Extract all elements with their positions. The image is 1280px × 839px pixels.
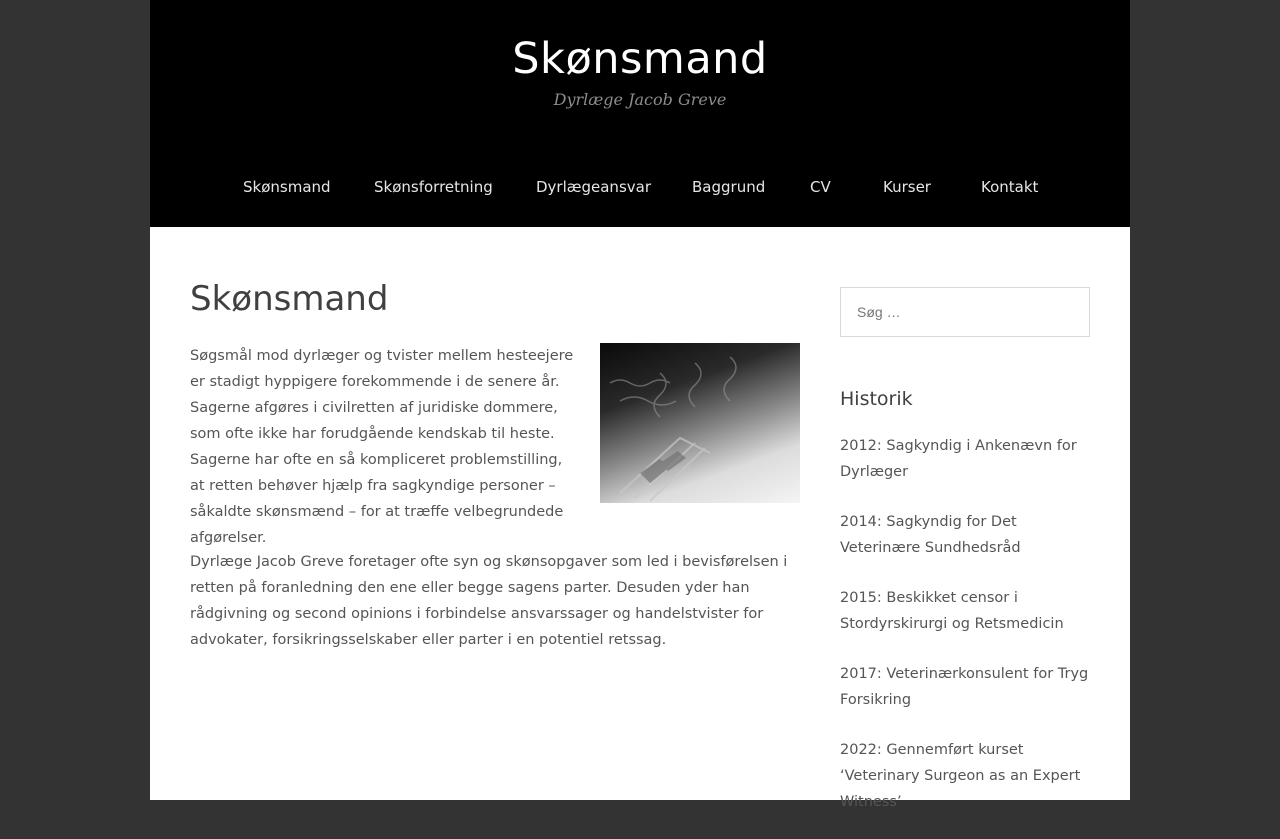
search-input[interactable] xyxy=(840,287,1090,337)
history-link[interactable]: 2012: Sagkyndig i Ankenævn for Dyrlæger xyxy=(840,438,1077,480)
site-header xyxy=(150,0,1130,227)
history-link[interactable]: 2014: Sagkyndig for Det Veterinære Sundhedsråd xyxy=(840,514,1021,556)
main-navigation xyxy=(150,172,1130,202)
nav-item-skonsmand[interactable]: Skønsmand xyxy=(243,178,331,196)
nav-item-kurser[interactable]: Kurser xyxy=(883,178,931,196)
nav-item-baggrund[interactable]: Baggrund xyxy=(692,178,766,196)
nav-item-skonsforretning[interactable]: Skønsforretning xyxy=(374,178,493,196)
nav-item-cv[interactable]: CV xyxy=(810,178,831,196)
nav-item-kontakt[interactable]: Kontakt xyxy=(981,178,1039,196)
xray-illustration xyxy=(600,343,800,503)
page-container xyxy=(150,0,1130,810)
intro-paragraph: Søgsmål mod dyrlæger og tvister mellem hesteejere er stadigt hyppigere forekommende i de senere år. Sagerne afgøres i civilretten af juridiske dommere, som ofte ikke har forudgående kendskab til heste. Sagerne har ofte en så kompliceret problemstilling, at retten behøver hjælp fra sagkyndige personer – såkaldte skønsmænd – for at træffe velbegrundede afgørelser. xyxy=(190,348,574,546)
site-title[interactable]: Skønsmand xyxy=(512,34,768,84)
history-link[interactable]: 2015: Beskikket censor i Stordyrskirurgi og Retsmedicin xyxy=(840,590,1064,632)
list-item xyxy=(840,737,1090,815)
nav-item-dyrlaegeansvar[interactable]: Dyrlægeansvar xyxy=(536,178,651,196)
page-title: Skønsmand xyxy=(190,279,389,319)
history-link[interactable]: 2017: Veterinærkonsulent for Tryg Forsikring xyxy=(840,666,1089,708)
list-item xyxy=(840,433,1090,485)
list-item xyxy=(840,661,1090,713)
site-tagline: Dyrlæge Jacob Greve xyxy=(553,90,727,109)
history-list xyxy=(840,433,1090,839)
list-item xyxy=(840,585,1090,637)
list-item xyxy=(840,509,1090,561)
services-paragraph: Dyrlæge Jacob Greve foretager ofte syn og skønsopgaver som led i bevisførelsen i retten på foranledning den ene eller begge sagens parter. Desuden yder han rådgivning og second opinions i forbindelse ansvarssager og handelstvister for advokater, forsikringsselskaber eller parter i en potentiel retssag. xyxy=(190,554,788,648)
history-link[interactable]: 2022: Gennemført kurset ‘Veterinary Surgeon as an Expert Witness’ xyxy=(840,742,1081,810)
xray-image xyxy=(600,343,800,503)
history-widget-title: Historik xyxy=(840,388,913,410)
